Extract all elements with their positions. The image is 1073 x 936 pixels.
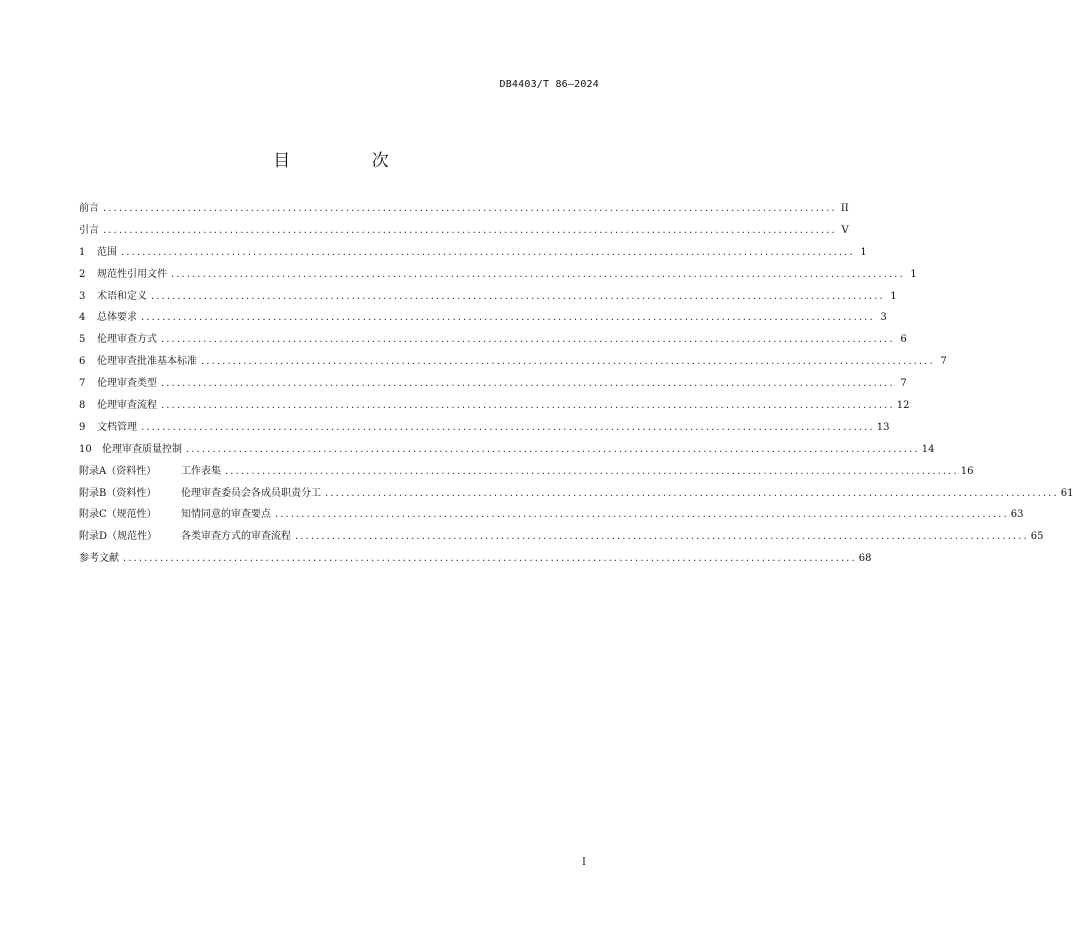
- toc-entry-page: 1: [890, 290, 897, 302]
- table-of-contents: [79, 200, 1073, 572]
- toc-appendix-prefix: 附录B（资料性）: [79, 487, 157, 499]
- toc-entry-label: 术语和定义: [97, 290, 147, 302]
- toc-entry-review-process[interactable]: [79, 397, 910, 419]
- page-number: I: [582, 857, 586, 868]
- toc-dot-leader: ...........................................................................................................................................: [103, 203, 837, 214]
- toc-dot-leader: ...........................................................................................................................................: [141, 421, 875, 433]
- toc-entry-label: 伦理审查质量控制: [102, 443, 182, 455]
- toc-entry-label: 前言: [79, 203, 99, 214]
- toc-entry-page: 12: [896, 400, 910, 412]
- toc-entry-page: 63: [1010, 509, 1024, 521]
- toc-entry-label: 工作表集: [181, 465, 221, 477]
- toc-dot-leader: ...........................................................................................................................................: [201, 356, 935, 368]
- toc-entry-review-types[interactable]: [79, 375, 907, 397]
- toc-entry-label: 知情同意的审查要点: [181, 509, 271, 521]
- toc-appendix-prefix: 附录A（资料性）: [79, 465, 157, 477]
- toc-entry-page: 65: [1030, 531, 1044, 543]
- toc-entry-label: 各类审查方式的审查流程: [181, 531, 291, 543]
- toc-dot-leader: ...........................................................................................................................................: [151, 290, 885, 302]
- toc-entry-page: 68: [858, 553, 872, 565]
- toc-dot-leader: ...........................................................................................................................................: [161, 334, 895, 346]
- toc-appendix-prefix: 附录D（规范性）: [79, 531, 158, 543]
- toc-dot-leader: ...........................................................................................................................................: [141, 312, 875, 324]
- toc-entry-number: 8: [79, 400, 86, 412]
- toc-dot-leader: ...........................................................................................................................................: [161, 378, 895, 390]
- toc-entry-page: 3: [880, 312, 887, 324]
- toc-entry-normative-references[interactable]: [79, 266, 917, 288]
- toc-entry-page: 7: [900, 378, 907, 390]
- page-title: 目 次: [273, 151, 427, 171]
- toc-entry-page: 14: [921, 443, 935, 455]
- toc-entry-label: 参考文献: [79, 553, 119, 565]
- toc-entry-label: 伦理审查方式: [97, 334, 157, 346]
- toc-entry-terms-definitions[interactable]: [79, 288, 897, 310]
- toc-entry-label: 文档管理: [97, 421, 137, 433]
- toc-entry-number: 9: [79, 421, 86, 433]
- toc-entry-number: 5: [79, 334, 86, 346]
- toc-entry-document-management[interactable]: [79, 419, 890, 441]
- toc-entry-introduction[interactable]: [79, 222, 849, 244]
- toc-entry-bibliography[interactable]: [79, 550, 872, 572]
- toc-entry-page: II: [840, 203, 849, 214]
- toc-entry-label: 伦理审查类型: [97, 378, 157, 390]
- toc-dot-leader: ...........................................................................................................................................: [275, 509, 1009, 521]
- toc-entry-number: 1: [79, 246, 86, 258]
- toc-entry-review-methods[interactable]: [79, 331, 907, 353]
- toc-entry-page: 61: [1060, 487, 1073, 499]
- toc-entry-number: 7: [79, 378, 86, 390]
- toc-entry-label: 伦理审查批准基本标准: [97, 356, 197, 368]
- toc-entry-page: 1: [860, 246, 867, 258]
- toc-entry-number: 10: [79, 443, 92, 455]
- toc-entry-label: 伦理审查委员会各成员职责分工: [181, 487, 321, 499]
- toc-dot-leader: ...........................................................................................................................................: [121, 246, 855, 258]
- toc-entry-label: 伦理审查流程: [97, 400, 157, 412]
- toc-entry-number: 4: [79, 312, 86, 324]
- toc-entry-page: 13: [876, 421, 890, 433]
- toc-dot-leader: ...........................................................................................................................................: [123, 553, 857, 565]
- toc-entry-general-requirements[interactable]: [79, 309, 887, 331]
- toc-entry-appendix-a[interactable]: [79, 463, 974, 485]
- toc-entry-label: 总体要求: [97, 312, 137, 324]
- toc-dot-leader: ...........................................................................................................................................: [295, 531, 1029, 543]
- toc-entry-page: V: [841, 224, 849, 236]
- toc-entry-label: 范围: [97, 246, 117, 258]
- toc-dot-leader: ...........................................................................................................................................: [186, 443, 920, 455]
- toc-dot-leader: ...........................................................................................................................................: [161, 400, 895, 412]
- toc-entry-approval-criteria[interactable]: [79, 353, 947, 375]
- toc-entry-number: 3: [79, 290, 86, 302]
- document-code: DB4403/T 86—2024: [499, 79, 599, 90]
- toc-entry-page: 1: [910, 268, 917, 280]
- toc-entry-label: 引言: [79, 224, 99, 236]
- toc-entry-label: 规范性引用文件: [97, 268, 167, 280]
- toc-dot-leader: ...........................................................................................................................................: [325, 487, 1059, 499]
- toc-entry-page: 16: [960, 465, 974, 477]
- toc-dot-leader: ...........................................................................................................................................: [103, 224, 837, 236]
- toc-appendix-prefix: 附录C（规范性）: [79, 509, 157, 521]
- toc-entry-appendix-b[interactable]: [79, 485, 1073, 507]
- toc-entry-foreword[interactable]: [79, 200, 849, 222]
- toc-dot-leader: ...........................................................................................................................................: [225, 465, 959, 477]
- toc-entry-number: 2: [79, 268, 86, 280]
- toc-entry-appendix-c[interactable]: [79, 506, 1024, 528]
- toc-entry-page: 7: [940, 356, 947, 368]
- toc-entry-appendix-d[interactable]: [79, 528, 1044, 550]
- toc-dot-leader: ...........................................................................................................................................: [171, 268, 905, 280]
- toc-entry-page: 6: [900, 334, 907, 346]
- toc-entry-number: 6: [79, 356, 86, 368]
- toc-entry-scope[interactable]: [79, 244, 867, 266]
- toc-entry-quality-control[interactable]: [79, 441, 935, 463]
